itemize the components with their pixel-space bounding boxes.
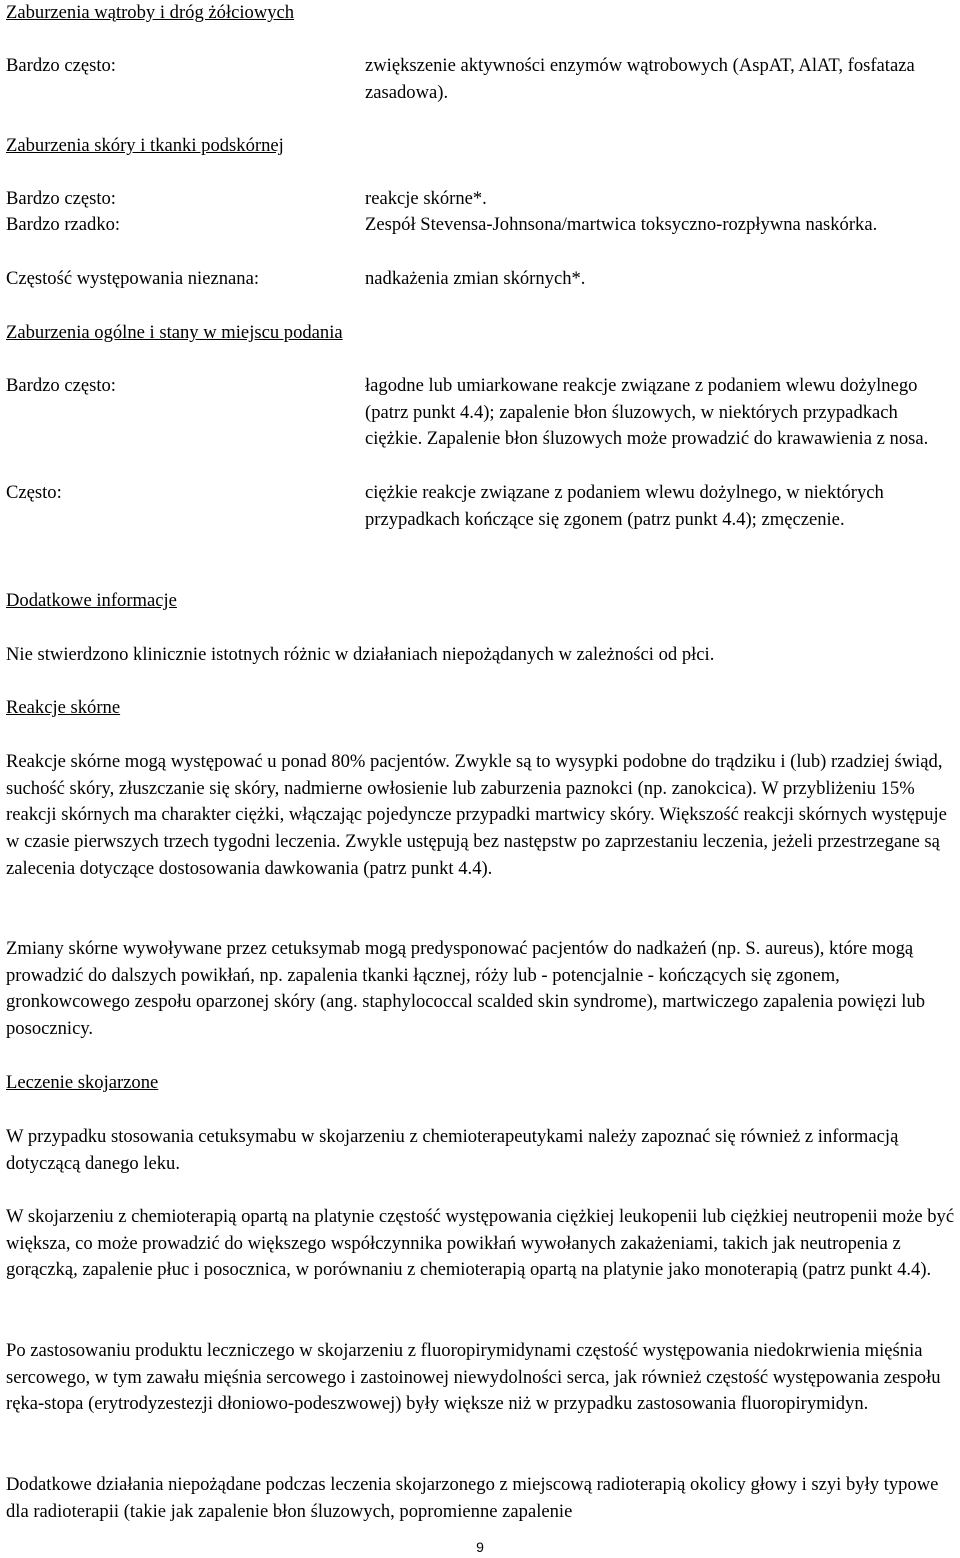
section-heading-liver: Zaburzenia wątroby i dróg żółciowych [6,2,295,23]
frequency-label: Bardzo często: [6,55,116,76]
frequency-value: ciężkie reakcje związane z podaniem wlewu dożylnego, w niektórych przypadkach kończące się zgonem (patrz punkt 4.4); zmęczenie. [365,482,884,530]
paragraph: W przypadku stosowania cetuksymabu w skojarzeniu z chemioterapeutykami należy zapoznać się również z informacją dotyczącą danego leku. [6,1126,899,1174]
frequency-value: łagodne lub umiarkowane reakcje związane z podaniem wlewu dożylnego (patrz punkt 4.4); zapalenie błon śluzowych, w niektórych przypadkach ciężkie. Zapalenie błon śluzowych może prowadzić do krawawienia z nosa. [365,375,929,450]
paragraph: Zmiany skórne wywoływane przez cetuksymab mogą predysponować pacjentów do nadkażeń (np. S. aureus), które mogą prowadzić do dalszych powikłań, np. zapalenia tkanki łącznej, róży lub - potencjalnie - kończących się zgonem, gronkowcowego zespołu oparzonej skóry (ang. staphylococcal scalded skin syndrome), martwiczego zapalenia powięzi lub posocznicy. [6,938,926,1040]
frequency-label: Bardzo często: [6,375,116,396]
section-heading-general: Zaburzenia ogólne i stany w miejscu podania [6,322,343,343]
section-heading-skin-reactions: Reakcje skórne [6,697,121,718]
frequency-label: Bardzo rzadko: [6,214,121,235]
paragraph: Reakcje skórne mogą występować u ponad 80% pacjentów. Zwykle są to wysypki podobne do trądziku i (lub) rzadziej świąd, suchość skóry, złuszczanie się skóry, nadmierne owłosienie lub zaburzenia paznokci (np. zanokcica). W przybliżeniu 15% reakcji skórnych ma charakter ciężki, włączając pojedyncze przypadki martwicy skóry. Większość reakcji skórnych występuje w czasie pierwszych trzech tygodni leczenia. Zwykle ustępują bez następstw po zaprzestaniu leczenia, jeżeli przestrzegane są zalecenia dotyczące dostosowania dawkowania (patrz punkt 4.4). [6,751,947,879]
section-heading-skin: Zaburzenia skóry i tkanki podskórnej [6,135,284,156]
paragraph: Po zastosowaniu produktu leczniczego w skojarzeniu z fluoropirymidynami częstość występowania niedokrwienia mięśnia sercowego, w tym zawału mięśnia sercowego i zastoinowej niewydolności serca, jak również częstość występowania zespołu ręka-stopa (erytrodyzestezji dłoniowo-podeszwowej) były większe niż w przypadku zastosowania fluoropirymidyn. [6,1340,941,1415]
frequency-label: Bardzo często: [6,188,116,209]
paragraph: Dodatkowe działania niepożądane podczas leczenia skojarzonego z miejscową radioterapią okolicy głowy i szyi były typowe dla radioterapii (takie jak zapalenie błon śluzowych, popromienne zapalenie [6,1474,939,1522]
section-heading-combination: Leczenie skojarzone [6,1072,159,1093]
frequency-value: zwiększenie aktywności enzymów wątrobowych (AspAT, AlAT, fosfataza zasadowa). [365,55,915,103]
frequency-value: reakcje skórne*. [365,188,487,209]
paragraph: W skojarzeniu z chemioterapią opartą na platynie częstość występowania ciężkiej leukopenii lub ciężkiej neutropenii może być większa, co może prowadzić do większego współczynnika powikłań wywołanych zakażeniami, takich jak neutropenia z gorączką, zapalenie płuc i posocznica, w porównaniu z chemioterapią opartą na platynie jako monoterapią (patrz punkt 4.4). [6,1206,955,1281]
frequency-label: Często: [6,482,62,503]
page-number: 9 [476,1539,484,1555]
section-heading-additional: Dodatkowe informacje [6,590,177,611]
frequency-value: nadkażenia zmian skórnych*. [365,268,586,289]
paragraph: Nie stwierdzono klinicznie istotnych różnic w działaniach niepożądanych w zależności od płci. [6,644,715,665]
frequency-label: Częstość występowania nieznana: [6,268,259,289]
frequency-value: Zespół Stevensa-Johnsona/martwica toksyczno-rozpływna naskórka. [365,214,878,235]
